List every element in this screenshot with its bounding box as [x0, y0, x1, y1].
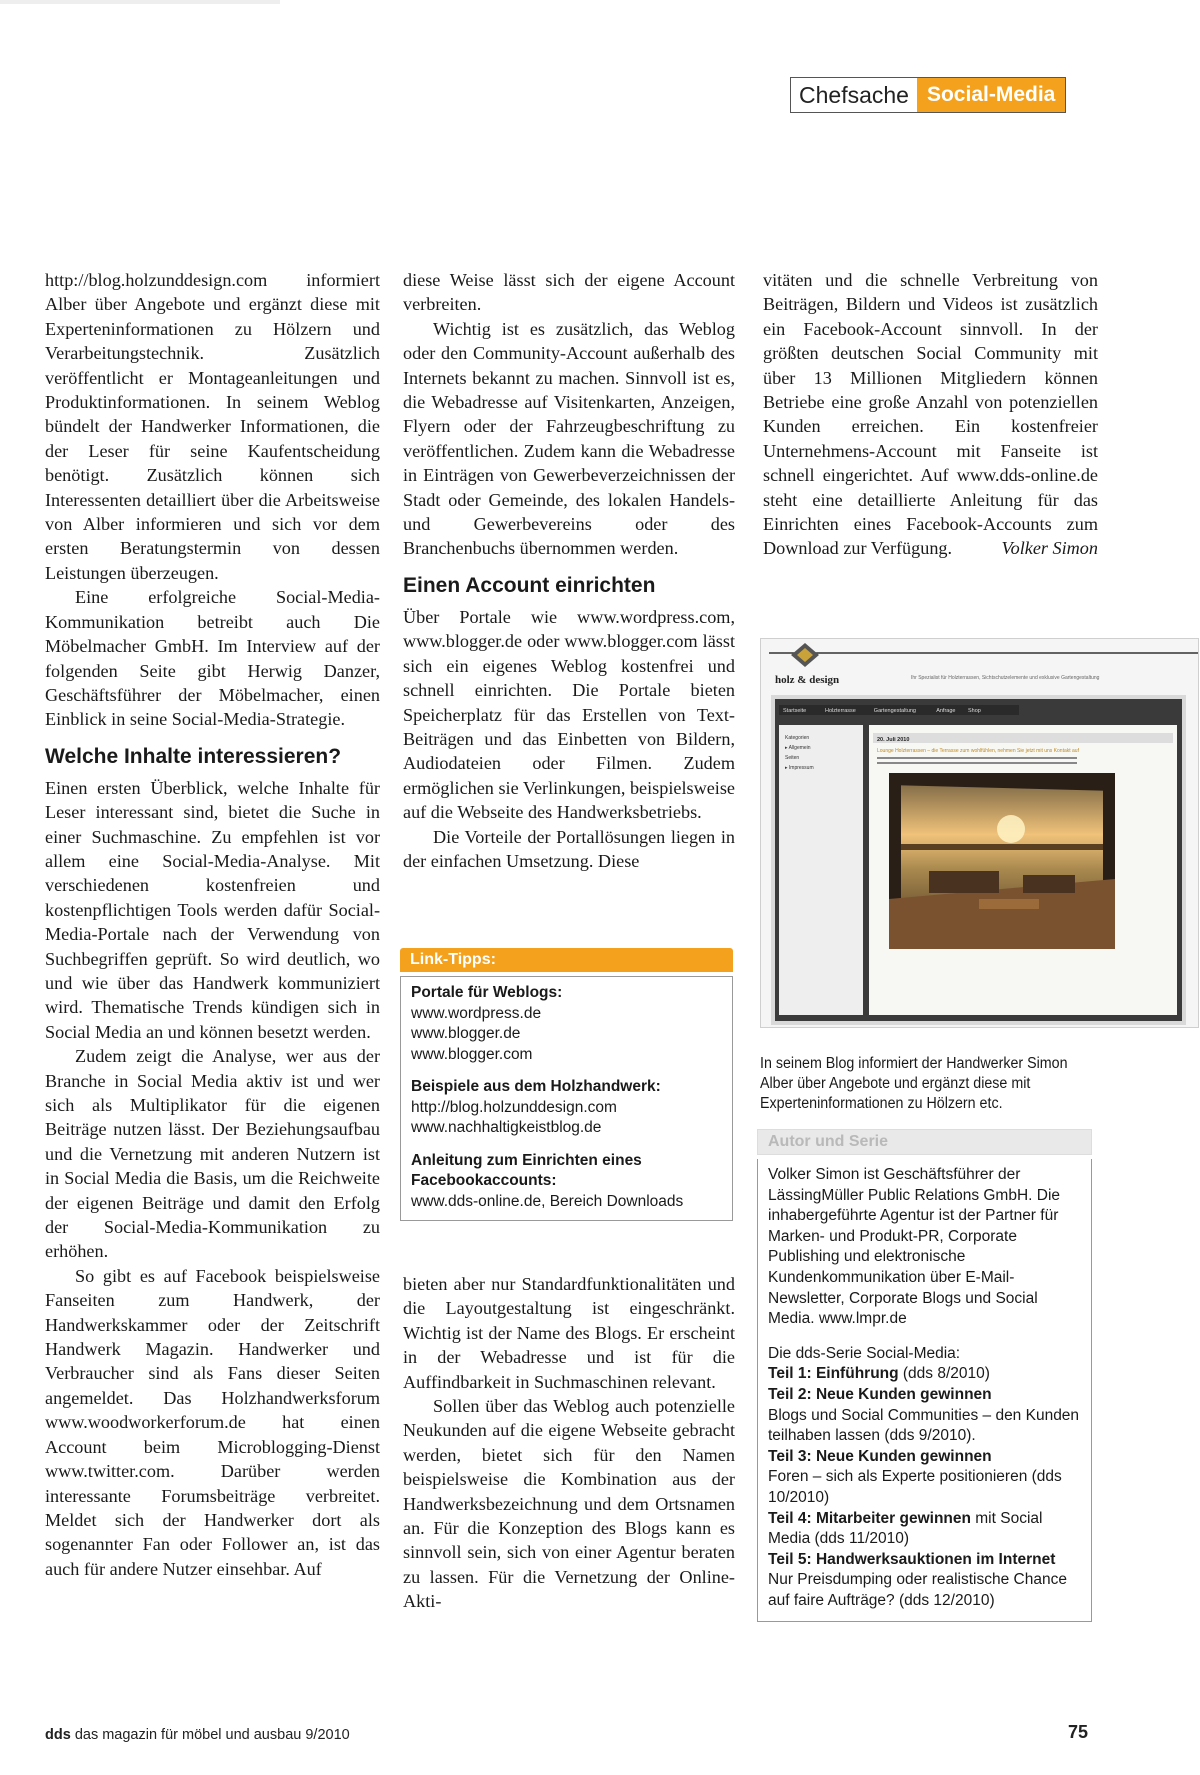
article-column-2 [403, 268, 735, 873]
screenshot-caption: In seinem Blog informiert der Handwerker Simon Alber über Angebote und ergänzt diese mit Experteninformationen zu Hölzern etc. [760, 1055, 1068, 1112]
blog-nav-item: Anfrage [936, 708, 956, 714]
link-tips-box [400, 948, 733, 1221]
series-part-5-text: Nur Preisdumping oder realistische Chance auf faire Aufträge? (dds 12/2010) [768, 1571, 1067, 1609]
blog-side-item: Seiten [785, 755, 800, 761]
paragraph-text: vitäten und die schnelle Verbreitung von Beiträgen, Bildern und Videos ist zusätzlich ein Facebook-Account sinnvoll. In der größten deutschen Social Community mit über 13 Millionen Mitgliedern können Betriebe eine große Anzahl von potenziellen Kunden erreichen. Ein kostenfreier Unternehmens-Account mit Fanseite ist schnell eingerichtet. Auf www.dds-online.de steht eine detaillierte Anleitung für das Einrichten eines Facebook-Accounts zum Download zur Verfügung. [763, 270, 1098, 559]
article-column-1 [45, 268, 380, 1581]
page-number: 75 [1068, 1722, 1089, 1742]
author-signature: Volker Simon [1001, 538, 1098, 559]
blog-screenshot [760, 638, 1199, 1028]
terrace-photo [889, 773, 1115, 949]
series-part-2-title: Teil 2: Neue Kunden gewinnen [768, 1385, 992, 1403]
footer-brand: dds [45, 1727, 71, 1743]
series-intro: Die dds-Serie Social-Media: [768, 1344, 961, 1362]
logo-text: holz & design [775, 674, 840, 686]
paragraph [763, 268, 1098, 561]
paragraph: http://blog.holzunddesign.com informiert Alber über Angebote und ergänzt diese mit Experteninformationen zu Hölzern und Verarbeitungstechnik. Zusätzlich veröffentlicht er Montageanleitungen und Produktinformationen. In seinem Weblog bündelt der Handwerker Informationen, die der Leser für seine Kaufentscheidung benötigt. Zusätzlich können sich Interessenten detailliert über die Arbeitsweise von Alber informieren und sich vor dem ersten Beratungstermin von dessen Leistungen überzeugen. [45, 270, 380, 583]
paragraph: Eine erfolgreiche Social-Media-Kommunikation betreibt auch Die Möbelmacher GmbH. Im Interview auf der folgenden Seite gibt Herwig Danzer, Geschäftsführer der Möbelmacher, einen Einblick in seine Social-Media-Strategie. [45, 587, 380, 730]
blog-side-item: ▸ Impressum [785, 765, 814, 771]
author-series-body [757, 1159, 1092, 1622]
paragraph: bieten aber nur Standardfunktionalitäten und die Layoutgestaltung ist eingeschränkt. Wichtig ist der Name des Blogs. Er erscheint in der Webadresse und ist für die Auffindbarkeit in Suchmaschinen relevant. [403, 1274, 735, 1392]
link-item[interactable]: www.blogger.de [411, 1025, 521, 1042]
blog-nav-item: Holzterrasse [825, 708, 856, 714]
author-bio: Volker Simon ist Geschäftsführer der LässingMüller Public Relations GmbH. Die inhabergeführte Agentur ist der Partner für Marken- und Produkt-PR, Corporate Publishing und elektronische Kundenkommunikation über E-Mail-Newsletter, Corporate Blogs und Social Media. www.lmpr.de [768, 1166, 1061, 1328]
paragraph: So gibt es auf Facebook beispielsweise Fanseiten zum Handwerk, der Handwerkskammer oder der Zeitschrift Handwerk Magazin. Handwerker und Verbraucher sind als Fans dieser Seiten angemeldet. Das Holzhandwerksforum www.woodworkerforum.de hat einen Account beim Microblogging-Dienst www.twitter.com. Darüber werden interessante Forumsbeiträge verbreitet. Meldet sich der Handwerker dort als sogenannter Fan oder Follower an, ist das auch für andere Nutzer einsehbar. Auf [45, 1265, 380, 1579]
ribbon-social-media: Social-Media [917, 78, 1065, 112]
blog-side-item: Kategorien [785, 735, 810, 741]
paragraph: Über Portale wie www.wordpress.com, www.blogger.de oder www.blogger.com lässt sich ein eigenes Weblog kostenfrei und schnell einrichten. Die Portale bieten Speicherplatz für das Erstellen von Text-Beiträgen und das Einbetten von Bildern, Audiodateien oder Filmen. Zudem ermöglichen sie Verlinkungen, beispielsweise auf die Webseite des Handwerksbetriebs. [403, 606, 736, 823]
series-part-5-title: Teil 5: Handwerksauktionen im Internet [768, 1550, 1056, 1568]
post-date: 20. Juli 2010 [877, 737, 910, 743]
blog-nav-item: Startseite [783, 708, 807, 714]
series-part-text: mit Social Media (dds 11/2010) [768, 1509, 1043, 1548]
series-part-4 [768, 1509, 1081, 1550]
link-group [411, 1077, 722, 1139]
paragraph: Wichtig ist es zusätzlich, das Weblog oder den Community-Account außerhalb des Internets bekannt zu machen. Sinnvoll ist es, die Webadresse auf Visitenkarten, Anzeigen, Flyern oder der Fahrzeugbeschriftung zu veröffentlichen. Zudem kann die Webadresse in Einträgen von Gewerbeverzeichnissen der Stadt oder Gemeinde, des lokalen Handels- und Gewerbevereins oder des Branchenbuchs übernommen werden. [403, 318, 735, 559]
footer-magazine [45, 1727, 350, 1743]
blog-screenshot-drawing [761, 639, 1198, 1027]
paragraph: Die Vorteile der Portallösungen liegen in der einfachen Umsetzung. Diese [403, 826, 735, 871]
ribbon-chefsache: Chefsache [791, 78, 917, 112]
link-group [411, 1151, 722, 1213]
link-group-title: Portale für Weblogs: [411, 984, 563, 1001]
footer-text: das magazin für möbel und ausbau 9/2010 [74, 1727, 350, 1743]
author-series-box [757, 1129, 1092, 1622]
article-column-3 [763, 268, 1098, 561]
series-part-title: Teil 1: Einführung [768, 1365, 899, 1383]
blog-nav-item: Shop [968, 708, 981, 714]
blog-nav-item: Gartengestaltung [873, 708, 917, 714]
link-tips-header: Link-Tipps: [400, 948, 733, 972]
link-group-title: Anleitung zum Einrichten eines Facebookaccounts: [411, 1151, 642, 1189]
article-column-2-continued [403, 1272, 735, 1614]
link-group [411, 983, 722, 1065]
paragraph: Einen ersten Überblick, welche Inhalte für Leser interessant sind, bietet die Suche in einer Suchmaschine. Zu empfehlen ist vor allem eine Social-Media-Analyse. Mit verschiedenen kostenfreien und kostenpflichtigen Tools werden dafür Social-Media-Portale nach der Verwendung von Suchbegriffen geprüft. So wird deutlich, wo und wie über das Handwerk kommuniziert wird. Thematische Trends kündigen sich in Social Media an und können besetzt werden. [45, 777, 380, 1042]
paragraph: Sollen über das Weblog auch potenzielle Neukunden auf die eigene Webseite gebracht werden, bietet sich für den Namen beispielsweise die Kombination aus der Handwerksbezeichnung und dem Ortsnamen an. Für die Konzeption des Blogs kann es sinnvoll sein, sich von einer Agentur beraten zu lassen. Für die Vernetzung der Online-Akti- [403, 1396, 735, 1612]
paragraph: Zudem zeigt die Analyse, wer aus der Branche in Social Media aktiv ist und wer sich als Multiplikator für die eigenen Beiträge nutzen lässt. Der Beziehungsaufbau und die Vernetzung mit anderen Nutzern ist in Social Media die Basis, um die Reichweite der eigenen Beiträge und damit den Erfolg der Social-Media-Kommunikation zu erhöhen. [45, 1046, 380, 1262]
blog-side-item: ▸ Allgemein [785, 745, 811, 751]
paragraph: diese Weise lässt sich der eigene Account verbreiten. [403, 270, 735, 315]
author-series-header: Autor und Serie [757, 1129, 1092, 1155]
section-heading: Einen Account einrichten [403, 573, 656, 597]
series-part-3-text: Foren – sich als Experte positionieren (dds 10/2010) [768, 1468, 1062, 1506]
link-item[interactable]: http://blog.holzunddesign.com [411, 1098, 617, 1116]
series-part-2-text: Blogs und Social Communities – den Kunden teilhaben lassen (dds 9/2010). [768, 1406, 1080, 1445]
link-item[interactable]: www.nachhaltigkeistblog.de [411, 1119, 602, 1136]
link-item[interactable]: www.dds-online.de, Bereich Downloads [411, 1192, 684, 1210]
link-tips-body [400, 976, 733, 1221]
link-item[interactable]: www.wordpress.de [411, 1004, 542, 1022]
link-group-title: Beispiele aus dem Holzhandwerk: [411, 1078, 661, 1095]
section-ribbon [790, 77, 1066, 113]
scan-edge [0, 0, 280, 4]
series-part-title: Teil 4: Mitarbeiter gewinnen [768, 1509, 971, 1527]
series-part-1 [768, 1364, 1081, 1385]
tagline-text: Ihr Spezialist für Holzterrassen, Sichtschutzelemente und exklusive Gartengestaltung [911, 675, 1100, 681]
series-part-text: (dds 8/2010) [898, 1365, 990, 1383]
series-part-3-title: Teil 3: Neue Kunden gewinnen [768, 1447, 992, 1465]
section-heading: Welche Inhalte interessieren? [45, 744, 342, 768]
post-headline: Lounge Holzterrassen – die Terrasse zum wohlfühlen, nehmen Sie jetzt mit uns Kontakt auf [877, 748, 1079, 754]
link-item[interactable]: www.blogger.com [411, 1045, 533, 1063]
